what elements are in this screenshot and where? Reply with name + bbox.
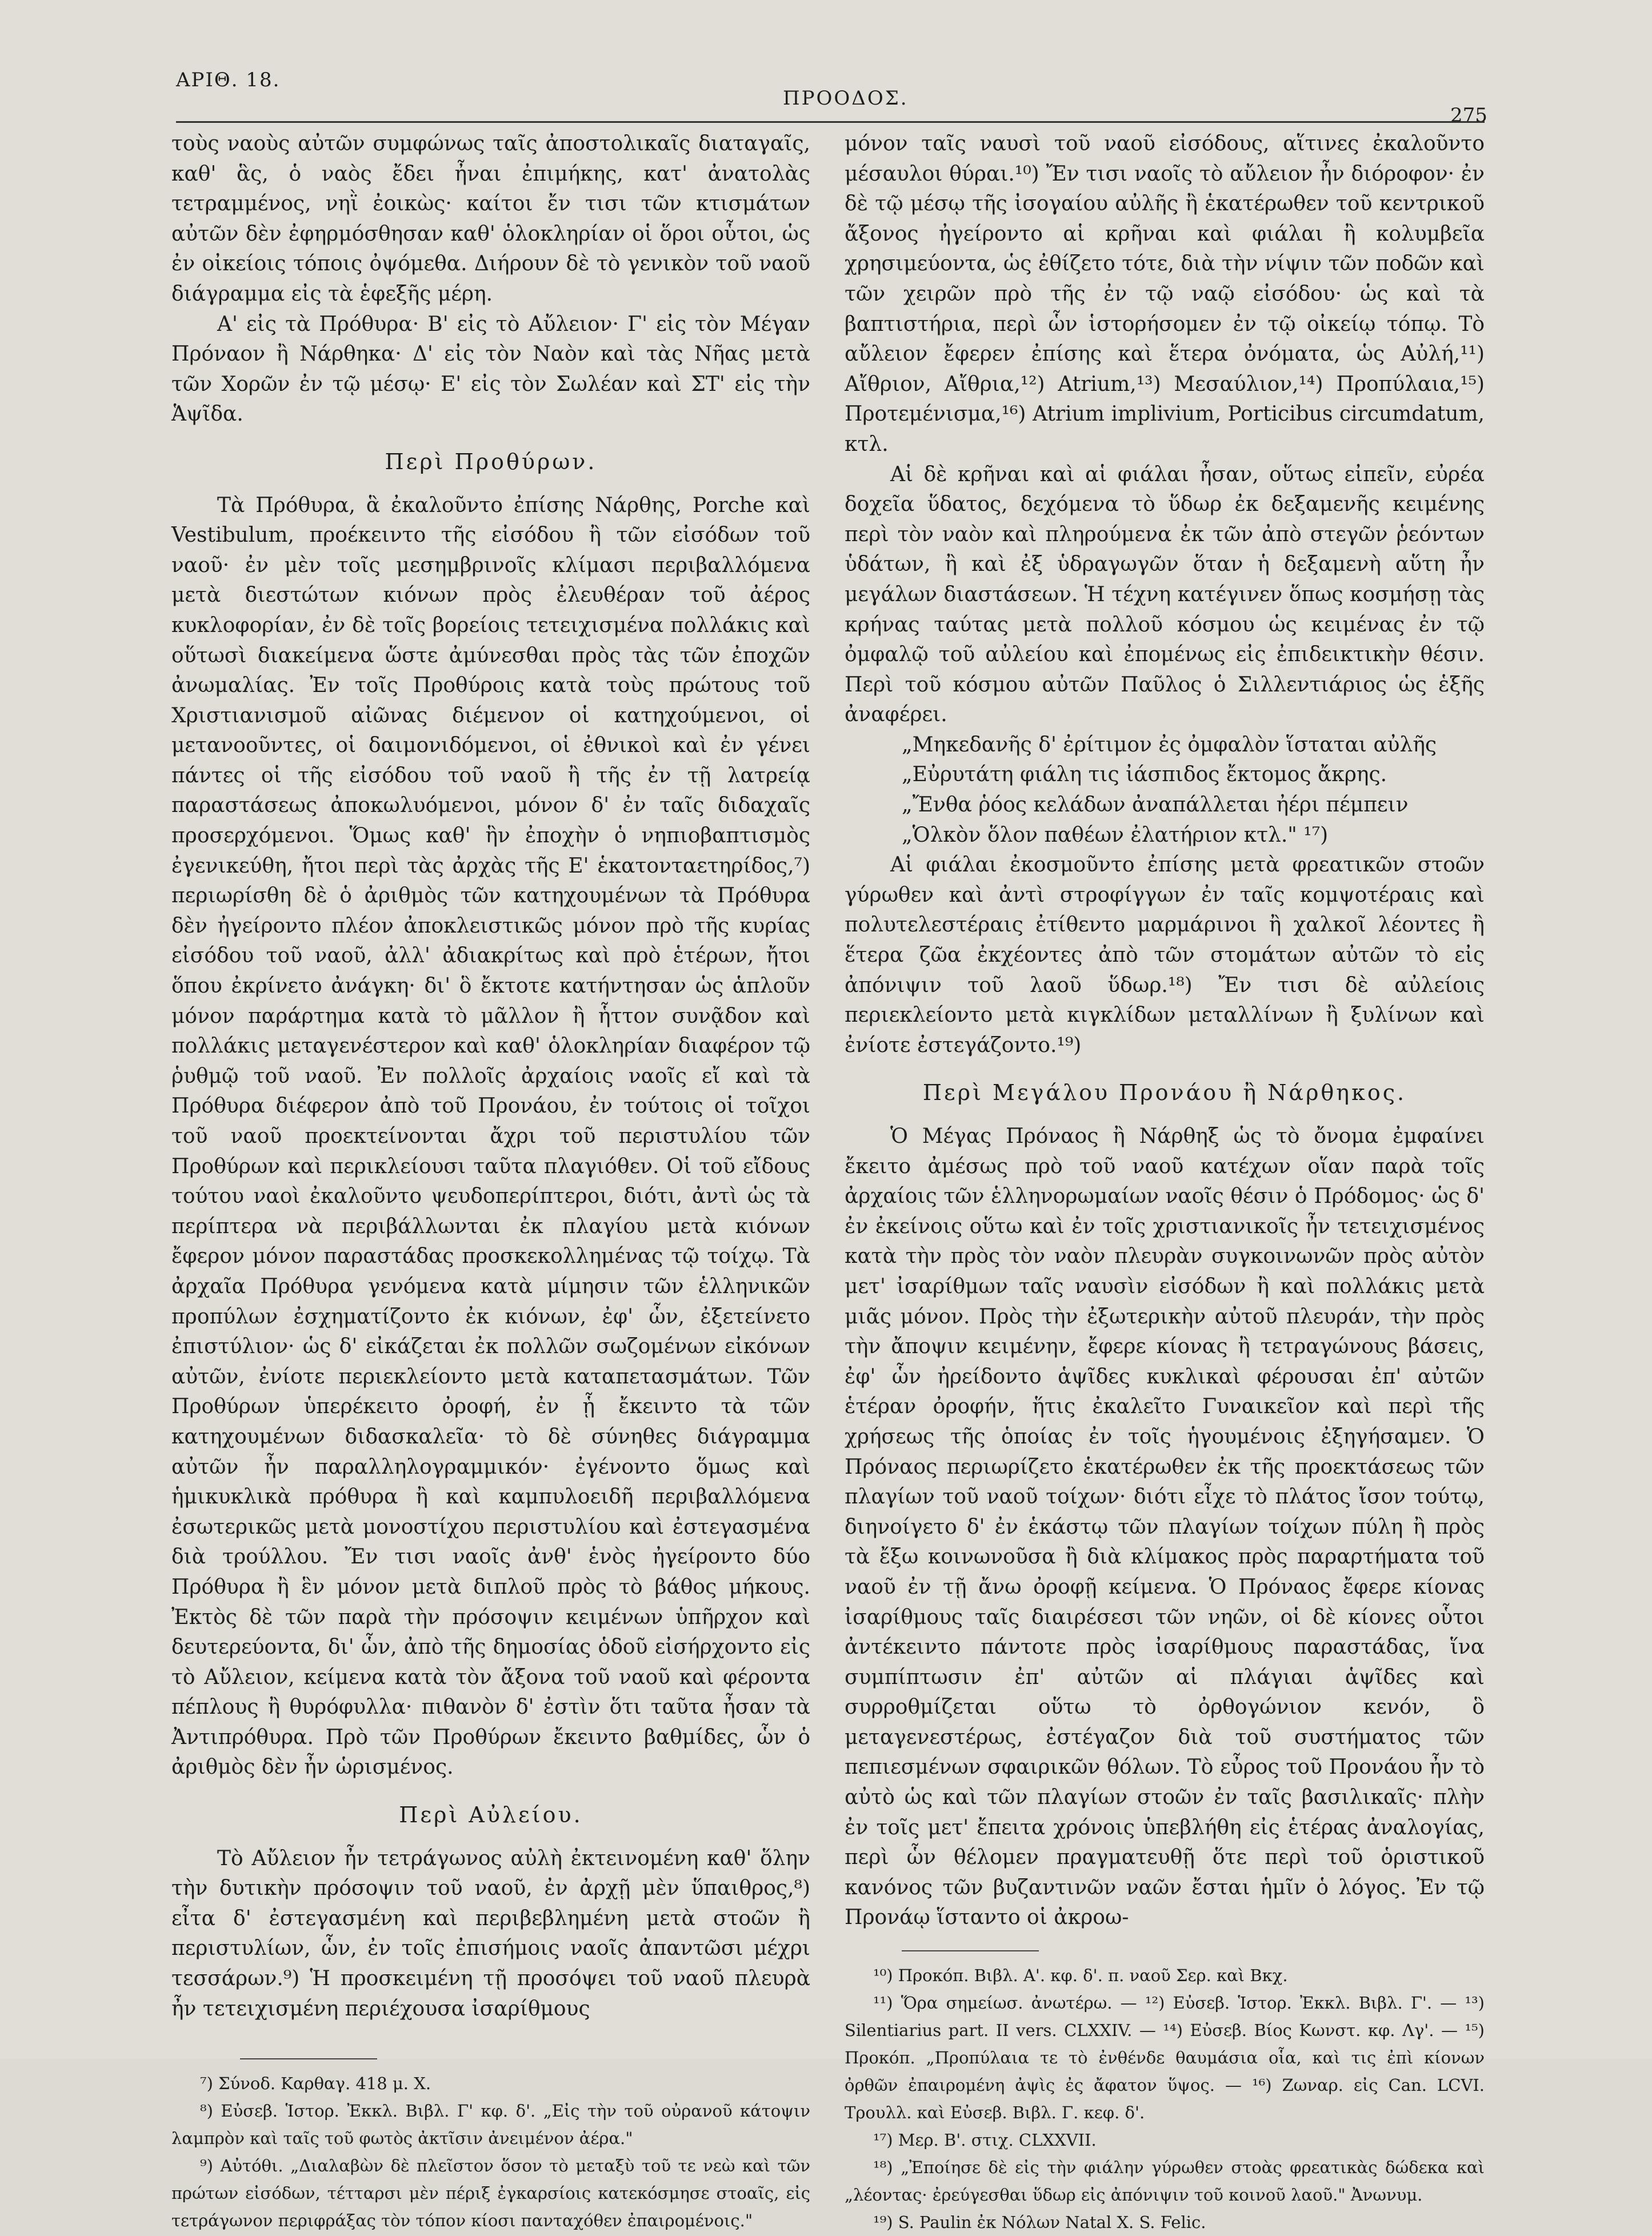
footnote: ⁷) Σύνοδ. Καρθαγ. 418 μ. Χ. bbox=[200, 2074, 431, 2094]
left-column bbox=[171, 129, 810, 2234]
left-paragraph-4: Τὸ Αὔλειον ἦν τετράγωνος αὐλὴ ἐκτεινομένη καθ' ὅλην τὴν δυτικὴν πρόσοψιν τοῦ ναοῦ, ἐν ἀρχῇ μὲν ὕπαιθρος,⁸) εἶτα δ' ἐστεγασμένη καὶ περιβεβλημένη μετὰ στοῶν ἢ περιστυλίων, ὧν, ἐν τοῖς ἐπισήμοις ναοῖς ἀπαντῶσι μέχρι τεσσάρων.⁹) Ἡ προσκειμένη τῇ προσόψει τοῦ ναοῦ πλευρὰ ἦν τετειχισμένη περιέχουσα ἰσαρίθμους bbox=[171, 1846, 810, 2021]
verse-line: „Ἔνθα ῥόος κελάδων ἀναπάλλεται ἠέρι πέμπειν bbox=[902, 793, 1409, 817]
right-column bbox=[845, 129, 1485, 2236]
right-paragraph-1: μόνον ταῖς ναυσὶ τοῦ ναοῦ εἰσόδους, αἵτινες ἐκαλοῦντο μέσαυλοι θύραι.¹⁰) Ἔν τισι ναοῖς τὸ αὔλειον ἦν διόροφον· ἐν δὲ τῷ μέσῳ τῆς ἰσογαίου αὐλῆς ἢ ἑκατέρωθεν τοῦ κεντρικοῦ ἄξονος ἠγείροντο αἱ κρῆναι καὶ φιάλαι ἢ κολυμβεῖα χρησιμεύοντα, ὡς ἐθίζετο τότε, διὰ τὴν νίψιν τῶν ποδῶν καὶ τῶν χειρῶν πρὸ τῆς ἐν τῷ ναῷ εἰσόδου· ὡς καὶ τὰ βαπτιστήρια, περὶ ὧν ἱστορήσομεν ἐν τῷ οἰκείῳ τόπῳ. Τὸ αὔλειον ἔφερεν ἐπίσης καὶ ἕτερα ὀνόματα, ὡς Αὐλή,¹¹) Αἴθριον, Αἴθρια,¹²) Atrium,¹³) Μεσαύλιον,¹⁴) Προπύλαια,¹⁵) Προτεμένισμα,¹⁶) Atrium implivium, Porticibus circumdatum, κτλ. bbox=[845, 132, 1485, 456]
right-paragraph-2: Αἱ δὲ κρῆναι καὶ αἱ φιάλαι ἦσαν, οὕτως εἰπεῖν, εὐρέα δοχεῖα ὕδατος, δεχόμενα τὸ ὕδωρ ἐκ δεξαμενῆς κειμένης περὶ τὸν ναὸν καὶ πληρούμενα ἐκ τῶν ἀπὸ στεγῶν ῥεόντων ὑδάτων, ἢ καὶ ἐξ ὑδραγωγῶν ὅταν ἡ δεξαμενὴ αὕτη ἦν μεγάλων διαστάσεων. Ἡ τέχνη κατέγινεν ὅπως κοσμήσῃ τὰς κρήνας ταύτας μετὰ πολλοῦ κόσμου ὡς κειμένας ἐν τῷ ὀμφαλῷ τοῦ αὐλείου καὶ ἐπομένως εἰς ἐπιδεικτικὴν θέσιν. Περὶ τοῦ κόσμου αὐτῶν Παῦλος ὁ Σιλλεντιάριος ὡς ἑξῆς ἀναφέρει. bbox=[845, 462, 1485, 727]
verse-line: „Εὐρυτάτη φιάλη τις ἰάσπιδος ἔκτομος ἄκρης. bbox=[902, 763, 1387, 787]
header-rule bbox=[176, 121, 1485, 123]
footnote: ¹⁹) S. Paulin ἐκ Νόλων Natal X. S. Felic. bbox=[873, 2213, 1206, 2233]
heading-avleion: Περὶ Αὐλείου. bbox=[399, 1802, 583, 1828]
left-paragraph-2: Α' εἰς τὰ Πρόθυρα· Β' εἰς τὸ Αὔλειον· Γ' εἰς τὸν Μέγαν Πρόναον ἢ Νάρθηκα· Δ' εἰς τὸν Ναὸν καὶ τὰς Νῆας μετὰ τῶν Χορῶν ἐν τῷ μέσῳ· Ε' εἰς τὸν Σωλέαν καὶ ΣΤ' εἰς τὴν Ἁψῖδα. bbox=[171, 312, 810, 426]
right-paragraph-4: Ὁ Μέγας Πρόναος ἢ Νάρθηξ ὡς τὸ ὄνομα ἐμφαίνει ἔκειτο ἀμέσως πρὸ τοῦ ναοῦ κατέχων οἵαν παρὰ τοῖς ἀρχαίοις τῶν ἑλληνορωμαίων ναοῖς θέσιν ὁ Πρόδομος· ὡς δ' ἐν ἐκείνοις οὕτω καὶ ἐν τοῖς χριστιανικοῖς ἦν τετειχισμένος κατὰ τὴν πρὸς τὸν ναὸν πλευρὰν συγκοινωνῶν πρὸς αὐτὸν μετ' ἰσαρίθμων ταῖς ναυσὶν εἰσόδων ἢ καὶ πολλάκις μετὰ μιᾶς μόνον. Πρὸς τὴν ἐξωτερικὴν αὐτοῦ πλευράν, τὴν πρὸς τὴν ἄποψιν κειμένην, ἔφερε κίονας ἢ τετραγώνους βάσεις, ἐφ' ὧν ἠρείδοντο ἁψῖδες κυκλικαὶ φέρουσαι ἐπ' αὐτῶν ἑτέραν ὀροφήν, ἥτις ἐκαλεῖτο Γυναικεῖον καὶ περὶ τῆς χρήσεως τῆς ὁποίας ἐν τοῖς ἡγουμένοις ἐξηγήσαμεν. Ὁ Πρόναος περιωρίζετο ἑκατέρωθεν ἐκ τῆς προεκτάσεως τῶν πλαγίων τοῦ ναοῦ τοίχων· διότι εἶχε τὸ πλάτος ἴσον τούτῳ, διηνοίγετο δ' ἐν ἑκάστῳ τῶν πλαγίων τοίχων πύλη ἢ πρὸς τὰ ἔξω κοινωνοῦσα ἢ διὰ κλίμακος πρὸς παραρτήματα τοῦ ναοῦ ἐν τῇ ἄνω ὀροφῇ κείμενα. Ὁ Πρόναος ἔφερε κίονας ἰσαρίθμους ταῖς διαιρέσεσι τῶν νηῶν, οἱ δὲ κίονες οὗτοι ἀντέκειντο πάντοτε πρὸς ἰσαρίθμους παραστάδας, ἵνα συμπίπτωσιν ἐπ' αὐτῶν αἱ πλάγιαι ἁψῖδες καὶ συρροθμίζεται οὕτω τὸ ὀρθογώνιον κενόν, ὃ μεταγενεστέρως, ἐστέγαζον διὰ τοῦ συστήματος τῶν πεπιεσμένων σφαιρικῶν θόλων. Τὸ εὖρος τοῦ Προνάου ἦν τὸ αὐτὸ ὡς καὶ τῶν πλαγίων στοῶν ἐν ταῖς βασιλικαῖς· πλὴν ἐν τοῖς μετ' ἔπειτα χρόνοις ὑπεβλήθη εἰς ἑτέρας ἀναλογίας, περὶ ὧν θέλομεν πραγματευθῇ ὅτε περὶ τοῦ ὁριστικοῦ κανόνος τῶν βυζαντινῶν ναῶν ἔσται ἡμῖν ὁ λόγος. Ἐν τῷ Προνάῳ ἵσταντο οἱ ἀκροω- bbox=[845, 1125, 1485, 1930]
page-header bbox=[0, 0, 1652, 143]
verse-line: „Μηκεδανῆς δ' ἐρίτιμον ἐς ὀμφαλὸν ἵσταται αὐλῆς bbox=[902, 733, 1437, 757]
footnote: ¹¹) Ὅρα σημείωσ. ἀνωτέρω. — ¹²) Εὐσεβ. Ἱστορ. Ἐκκλ. Βιβλ. Γ'. — ¹³) Silentiarius part. II vers. CLXXIV. — ¹⁴) Εὐσεβ. Βίος Κωνστ. κφ. Λγ'. — ¹⁵) Προκόπ. „Προπύλαια τε τὸ ἐνθένδε θαυμάσια οἷα, καὶ τις ἐπὶ κίονων ὀρθῶν ἐπαιρομένη ἀψὶς ἐς ἄφατον ὕψος. — ¹⁶) Ζωναρ. εἰς Can. LCVI. Τρουλλ. καὶ Εὐσεβ. Βιβλ. Γ. κεφ. δ'. bbox=[845, 1993, 1485, 2123]
right-footnotes bbox=[845, 1962, 1485, 2236]
right-paragraph-3: Αἱ φιάλαι ἐκοσμοῦντο ἐπίσης μετὰ φρεατικῶν στοῶν γύρωθεν καὶ ἀντὶ στροφίγγων ἐν ταῖς κομψοτέραις καὶ πολυτελεστέραις ἐτίθεντο μαρμάρινοι ἢ χαλκοῖ λέοντες ἢ ἕτερα ζῶα ἐκχέοντες ἀπὸ τῶν στομάτων αὐτῶν τὸ εἰς ἀπόνιψιν τοῦ λαοῦ ὕδωρ.¹⁸) Ἔν τισι δὲ αὐλείοις περιεκλείοντο μετὰ κιγκλίδων μεταλλίνων ἢ ξυλίνων καὶ ἐνίοτε ἐστεγάζοντο.¹⁹) bbox=[845, 853, 1485, 1057]
heading-pronaos: Περὶ Μεγάλου Προνάου ἢ Νάρθηκος. bbox=[922, 1080, 1407, 1106]
issue-number: ΑΡΙΘ. 18. bbox=[176, 69, 281, 91]
footnote: ¹⁷) Μερ. Β'. στιχ. CLXXVII. bbox=[873, 2130, 1097, 2150]
footnote: ⁹) Αὐτόθι. „Διαλαβὼν δὲ πλεῖστον ὅσον τὸ μεταξὺ τοῦ τε νεὼ καὶ τῶν πρώτων εἰσόδων, τέτταρσι μὲν πέριξ ἐγκαρσίοις κατεκόσμησε στοαῖς, εἰς τετράγωνον περιφράξας τὸν τόπον κίοσι πανταχόθεν ἐπαιρομένοις." bbox=[171, 2156, 810, 2231]
left-paragraph-1: τοὺς ναοὺς αὐτῶν συμφώνως ταῖς ἀποστολικαῖς διαταγαῖς, καθ' ἃς, ὁ ναὸς ἔδει ἦναι ἐπιμήκης, κατ' ἀνατολὰς τετραμμένος, νηῒ ἐοικὼς· καίτοι ἔν τισι τῶν κτισμάτων αὐτῶν δὲν ἐφηρμόσθησαν καθ' ὁλοκληρίαν οἱ ὅροι οὗτοι, ὡς ἐν οἰκείοις τόποις ὀψόμεθα. Διήρουν δὲ τὸ γενικὸν τοῦ ναοῦ διάγραμμα εἰς τὰ ἑφεξῆς μέρη. bbox=[171, 132, 810, 306]
journal-title: ΠΡΟΟΔΟΣ. bbox=[783, 87, 909, 110]
page-number: 275 bbox=[1450, 104, 1487, 127]
left-paragraph-3: Τὰ Πρόθυρα, ἃ ἐκαλοῦντο ἐπίσης Νάρθης, Porche καὶ Vestibulum, προέκειντο τῆς εἰσόδου ἢ τῶν εἰσόδων τοῦ ναοῦ· ἐν μὲν τοῖς μεσημβρινοῖς κλίμασι περιβαλλόμενα μετὰ διεστώτων κιόνων πρὸς ἐλευθέραν τοῦ ἀέρος κυκλοφορίαν, ἐν δὲ τοῖς βορείοις τετειχισμένα πολλάκις καὶ οὕτωσὶ διακείμενα ὥστε ἀμύνεσθαι πρὸς τὰς τῶν ἐποχῶν ἀνωμαλίας. Ἐν τοῖς Προθύροις κατὰ τοὺς πρώτους τοῦ Χριστιανισμοῦ αἰῶνας διέμενον οἱ κατηχούμενοι, οἱ μετανοοῦντες, οἱ δαιμονιδόμενοι, οἱ ἐθνικοὶ καὶ ἐν γένει πάντες οἱ τῆς εἰσόδου τοῦ ναοῦ ἢ τῆς ἐν τῇ λατρείᾳ παραστάσεως ἀποκωλυόμενοι, μόνον δ' ἐν ταῖς διδαχαῖς προσερχόμενοι. Ὅμως καθ' ἣν ἐποχὴν ὁ νηπιοβαπτισμὸς ἐγενικεύθη, ἤτοι περὶ τὰς ἀρχὰς τῆς Ε' ἑκατονταετηρίδος,⁷) περιωρίσθη δὲ ὁ ἀριθμὸς τῶν κατηχουμένων τὰ Πρόθυρα δὲν ἠγείροντο πλέον ἀποκλειστικῶς μόνον πρὸ τῆς κυρίας εἰσόδου τοῦ ναοῦ, ἀλλ' ἀδιακρίτως καὶ πρὸ ἑτέρων, ἤτοι ὅπου ἐκρίνετο ἀνάγκη· δι' ὃ ἔκτοτε κατήντησαν ὡς ἁπλοῦν μόνον παράρτημα κατὰ τὸ μᾶλλον ἢ ἧττον συνᾷδον καὶ πολλάκις μεταγενέστερον καὶ καθ' ὁλοκληρίαν διαφέρον τῷ ῥυθμῷ τοῦ ναοῦ. Ἐν πολλοῖς ἀρχαίοις ναοῖς εἴ καὶ τὰ Πρόθυρα διέφερον ἀπὸ τοῦ Προνάου, ἐν τούτοις οἱ τοῖχοι τοῦ ναοῦ προεκτείνονται ἄχρι τοῦ περιστυλίου τῶν Προθύρων καὶ περικλείουσι ταῦτα πλαγιόθεν. Οἱ τοῦ εἴδους τούτου ναοὶ ἐκαλοῦντο ψευδοπερίπτεροι, διότι, ἀντὶ ὡς τὰ περίπτερα νὰ περιβάλλωνται ἐκ πλαγίου μετὰ κιόνων ἔφερον μόνον παραστάδας προσκεκολλημένας τῷ τοίχῳ. Τὰ ἀρχαῖα Πρόθυρα γενόμενα κατὰ μίμησιν τῶν ἑλληνικῶν προπύλων ἐσχηματίζοντο ἐκ κιόνων, ἐφ' ὧν, ἐξετείνετο ἐπιστύλιον· ὡς δ' εἰκάζεται ἐκ πολλῶν σωζομένων εἰκόνων αὐτῶν, ἐνίοτε περιεκλείοντο μετὰ καταπετασμάτων. Τῶν Προθύρων ὑπερέκειτο ὀροφή, ἐν ᾗ ἔκειντο τὰ τῶν κατηχουμένων διδασκαλεῖα· τὸ δὲ σύνηθες διάγραμμα αὐτῶν ἦν παραλληλογραμμικόν· ἐγένοντο ὅμως καὶ ἡμικυκλικὰ πρόθυρα ἢ καὶ καμπυλοειδῆ περιβαλλόμενα ἐσωτερικῶς μετὰ μονοστίχου περιστυλίου καὶ ἐστεγασμένα διὰ τρούλλου. Ἔν τισι ναοῖς ἀνθ' ἑνὸς ἠγείροντο δύο Πρόθυρα ἢ ἓν μόνον μετὰ διπλοῦ πρὸς τὸ βάθος μήκους. Ἐκτὸς δὲ τῶν παρὰ τὴν πρόσοψιν κειμένων ὑπῆρχον καὶ δευτερεύοντα, δι' ὧν, ἀπὸ τῆς δημοσίας ὁδοῦ εἰσήρχοντο εἰς τὸ Αὔλειον, κείμενα κατὰ τὸν ἄξονα τοῦ ναοῦ καὶ φέροντα πέπλους ἢ θυρόφυλλα· πιθανὸν δ' ἐστὶν ὅτι ταῦτα ἦσαν τὰ Ἀντιπρόθυρα. Πρὸ τῶν Προθύρων ἔκειντο βαθμίδες, ὧν ὁ ἀριθμὸς δὲν ἦν ὡρισμένος. bbox=[171, 493, 810, 1779]
footnote: ¹⁰) Προκόπ. Βιβλ. Α'. κφ. δ'. π. ναοῦ Σερ. καὶ Βκχ. bbox=[873, 1966, 1288, 1986]
verse-line: „Ὁλκὸν ὅλον παθέων ἐλατήριον κτλ." ¹⁷) bbox=[902, 823, 1329, 847]
verse-quotation bbox=[845, 730, 1485, 850]
heading-prothyra: Περὶ Προθύρων. bbox=[385, 449, 597, 474]
footnote-rule bbox=[902, 1950, 1039, 1951]
footnote: ¹⁸) „Ἐποίησε δὲ εἰς τὴν φιάλην γύρωθεν στοὰς φρεατικὰς δώδεκα καὶ „λέοντας· ἐρεύγεσθαι ὕδωρ εἰς ἀπόνιψιν τοῦ κοινοῦ λαοῦ." Ἀνωνυμ. bbox=[845, 2158, 1485, 2205]
left-footnotes bbox=[171, 2070, 810, 2234]
footnote: ⁸) Εὐσεβ. Ἱστορ. Ἐκκλ. Βιβλ. Γ' κφ. δ'. „Εἰς τὴν τοῦ οὐρανοῦ κάτοψιν λαμπρὸν καὶ ταῖς τοῦ φωτὸς ἀκτῖσιν ἀνειμένον ἀέρα." bbox=[171, 2101, 810, 2149]
